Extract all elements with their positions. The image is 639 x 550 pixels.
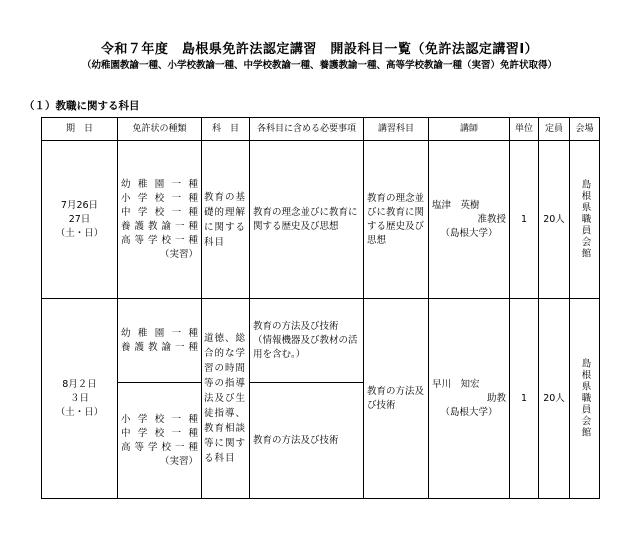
column-header-matters: 各科目に含める必要事項: [250, 118, 364, 141]
license-cell: [118, 141, 202, 299]
license-list: 幼稚園一種 小学校一種 中学校一種 養護教諭一種 高等学校一種: [121, 178, 198, 246]
license-list: 小学校一種 中学校一種 高等学校一種: [121, 413, 198, 453]
document-subtitle: （幼稚園教諭一種、小学校教諭一種、中学校教諭一種、養護教諭一種、高等学校教諭一種（実習）免許状取得）: [81, 60, 557, 71]
column-header-venue: 会場: [570, 118, 600, 141]
lecturer-affiliation: （島根大学）: [440, 227, 498, 239]
column-header-subject: 科 目: [202, 118, 250, 141]
lecturer-name: 塩津 英樹: [432, 199, 480, 211]
table-row: [42, 299, 600, 383]
lecturer-affiliation: （島根大学）: [440, 406, 498, 418]
date-cell: 7月26日 27日 （土・日）: [42, 141, 118, 299]
matters-cell: 教育の方法及び技術: [250, 383, 364, 499]
license-cell: [118, 299, 202, 383]
date-cell: 8月２日 ３日 （土・日）: [42, 299, 118, 499]
credits-cell: 1: [510, 299, 539, 499]
course-cell: 教育の理念並びに教育に関する歴史及び思想: [364, 141, 429, 299]
lecturer-name: 早川 知宏: [432, 378, 480, 390]
credits-cell: 1: [510, 141, 539, 299]
column-header-capacity: 定員: [539, 118, 570, 141]
section-heading: （１）教職に関する科目: [24, 100, 140, 112]
column-header-course: 講習科目: [364, 118, 429, 141]
subject-cell: 道徳、総合的な学習の時間等の指導法及び生徒指導、教育相談等に関する科目: [202, 299, 250, 499]
license-note: （実習）: [159, 248, 198, 260]
matters-cell: 教育の理念並びに教育に関する歴史及び思想: [250, 141, 364, 299]
lecturer-title: 助教: [486, 392, 506, 404]
subject-cell: 教育の基礎的理解に関する科目: [202, 141, 250, 299]
venue-cell: 島根県職員会館: [570, 141, 600, 299]
license-note: （実習）: [159, 455, 198, 467]
capacity-cell: 20人: [539, 141, 570, 299]
column-header-lecturer: 講師: [429, 118, 510, 141]
lecturer-title: 准教授: [477, 213, 506, 225]
lecturer-cell: [429, 141, 510, 299]
table-header-row: [42, 118, 600, 141]
course-cell: 教育の方法及び技術: [364, 299, 429, 499]
column-header-date: 期 日: [42, 118, 118, 141]
lecturer-cell: [429, 299, 510, 499]
table-row: [42, 141, 600, 299]
column-header-credits: 単位: [510, 118, 539, 141]
license-cell: [118, 383, 202, 499]
venue-cell: 島根県職員会館: [570, 299, 600, 499]
column-header-license: 免許状の種類: [118, 118, 202, 141]
license-list: 幼稚園一種 養護教諭一種: [121, 327, 198, 353]
course-table: [41, 117, 600, 499]
capacity-cell: 20人: [539, 299, 570, 499]
document-title: 令和７年度 島根県免許法認定講習 開設科目一覧（免許法認定講習Ⅰ）: [100, 42, 539, 57]
matters-cell: 教育の方法及び技術 （情報機器及び教材の活用を含む。）: [250, 299, 364, 383]
